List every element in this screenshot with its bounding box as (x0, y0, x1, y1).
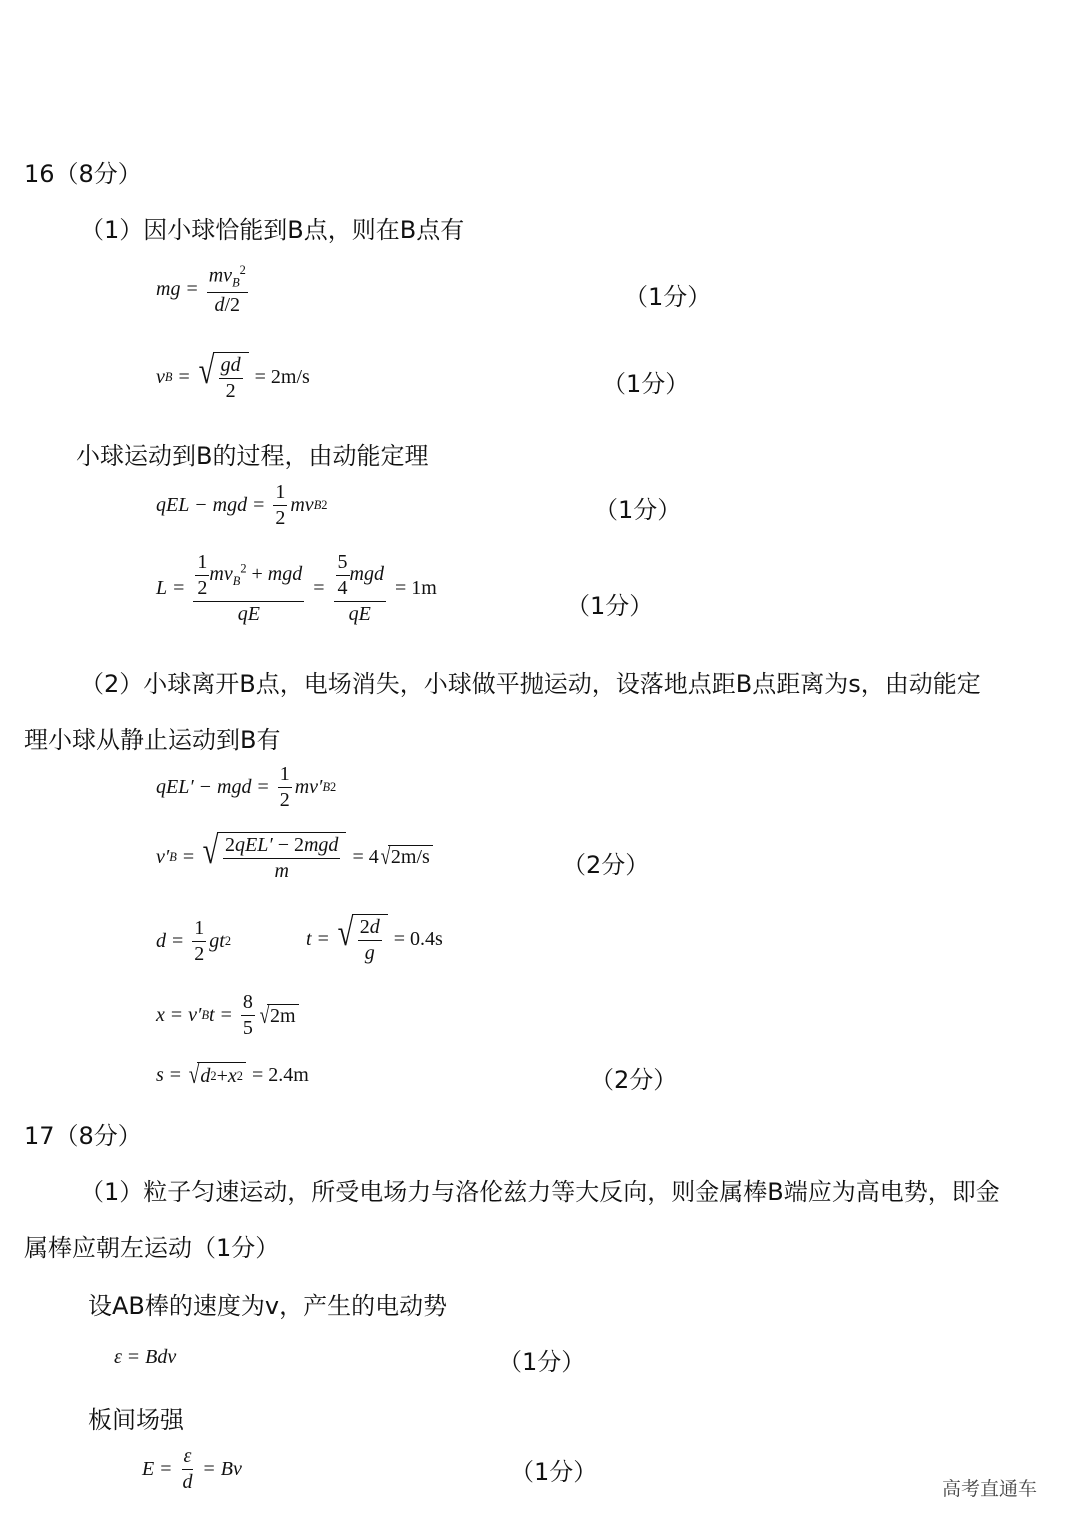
q17-header: 17（8分） (24, 1122, 142, 1150)
equation-s: s = √ d 2 + x 2 = 2.4m (156, 1060, 309, 1089)
q17-field-label: 板间场强 (88, 1406, 184, 1434)
x-coef-num: 8 (241, 992, 255, 1016)
t-result: = 0.4s (393, 927, 443, 950)
q16-part1-sentence2: 小球运动到B的过程，由动能定理 (76, 442, 429, 470)
q17-part1-line2: 属棒应朝左运动（1分） (24, 1234, 280, 1262)
q17-set-velocity: 设AB棒的速度为v，产生的电动势 (88, 1292, 448, 1320)
equation-mg-centripetal: mg = $\frac{mv_B^2}{d/2}$ (156, 263, 246, 316)
equation-field: E = $\frac{\varepsilon}{d}$ = Bv (142, 1445, 242, 1493)
vB-result: = 2m/s (254, 365, 310, 388)
equation-d-fall: d = $\frac{1}{2}$ gt 2 (156, 917, 232, 965)
equation-work-energy-1: qEL − mgd = $\frac{1}{2}$ mv B 2 (156, 481, 328, 529)
equation-L: L = $\frac{1}{2}$ $mv_B^2$ + mgd qE = $\frac{5}{4}$ mgd qE = 1m (156, 551, 437, 625)
watermark: 高考直通车 (942, 1478, 1038, 1500)
q16-part2-line2: 理小球从静止运动到B有 (24, 726, 281, 754)
x-unit: 2m (267, 1004, 299, 1028)
score-4: （1分） (566, 592, 654, 620)
vB-prime-coef: = 4 (352, 845, 379, 868)
equation-emf: ε = Bdv (114, 1346, 177, 1368)
equation-vB: v B = √ $\frac{gd}{2}$ = 2m/s (156, 350, 310, 402)
equation-work-energy-2: qEL′ − mgd = $\frac{1}{2}$ mv′ B 2 (156, 763, 337, 811)
score-3: （1分） (594, 496, 682, 524)
equation-x: x = v′ B t = $\frac{8}{5}$ √ 2m (156, 992, 299, 1039)
score-6: （2分） (590, 1066, 678, 1094)
score-2: （1分） (602, 370, 690, 398)
q16-part2-line1: （2）小球离开B点，电场消失，小球做平抛运动，设落地点距B点距离为s，由动能定 (80, 670, 981, 698)
equation-vB-prime: v′ B = √ $\frac{\text{2qEL′ − 2mgd}}{m}$ = 4 √ 2m/s (156, 832, 433, 882)
s-result: = 2.4m (251, 1063, 309, 1086)
score-5: （2分） (562, 851, 650, 879)
vB-prime-unit: 2m/s (388, 845, 433, 869)
score-1: （1分） (624, 283, 712, 311)
score-8: （1分） (510, 1458, 598, 1486)
L-result: = 1m (394, 577, 437, 599)
equation-t: t = √ $\frac{2d}{g}$ = 0.4s (306, 912, 443, 964)
score-7: （1分） (498, 1348, 586, 1376)
q17-part1-line1: （1）粒子匀速运动，所受电场力与洛伦兹力等大反向，则金属棒B端应为高电势，即金 (80, 1178, 1000, 1206)
q16-header: 16（8分） (24, 160, 142, 188)
q16-part1-intro: （1）因小球恰能到B点，则在B点有 (80, 216, 465, 244)
x-coef-den: 5 (242, 1017, 253, 1039)
